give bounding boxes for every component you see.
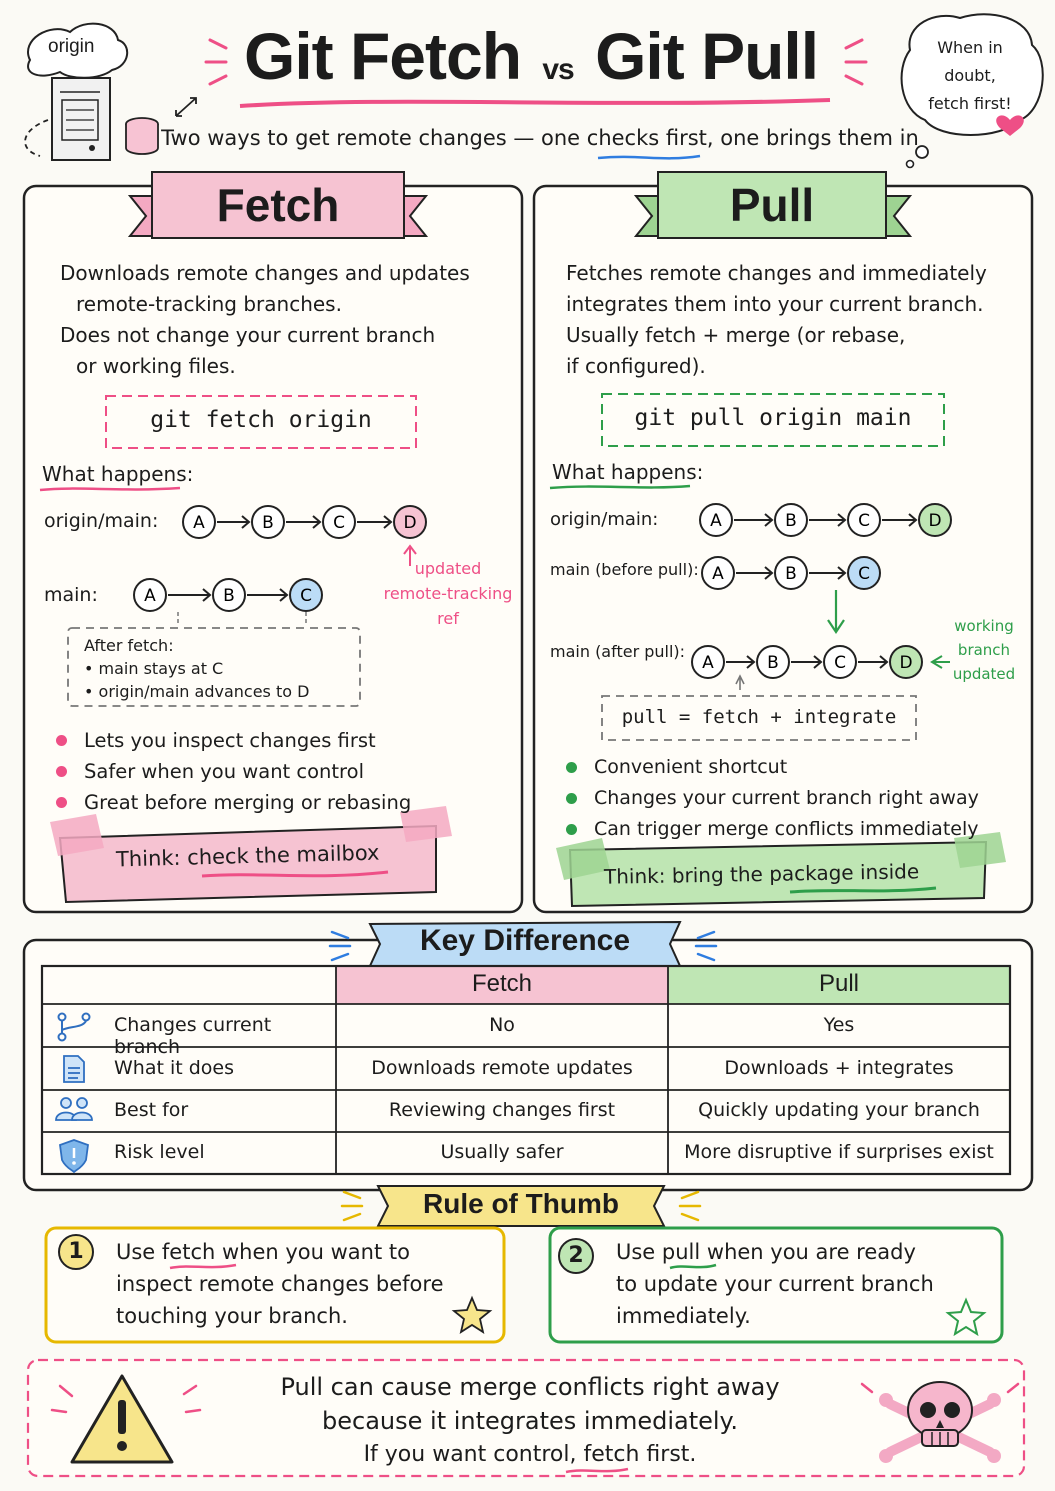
table-header-pull: Pull [818,970,860,997]
fetch-desc-line: or working files. [76,354,236,378]
pull-cell: Yes [823,1014,855,1036]
bubble-line: doubt, [944,66,996,85]
fetch-cell: Downloads remote updates [371,1057,633,1079]
commit-label: C [858,564,870,584]
title-vs: vs [542,53,574,86]
commit-label: D [403,513,417,533]
annotation-line: updated [414,559,482,578]
row-label: What it does [114,1057,235,1079]
fetch-what-happens: What happens: [42,462,194,486]
commit-label: B [262,513,274,533]
pull-bullets [564,752,979,845]
annotation-line: ref [437,609,459,628]
document-icon [64,1056,84,1082]
pull-what-happens: What happens: [552,460,704,484]
pull-annotation [948,614,1020,686]
annotation-line: updated [952,665,1016,683]
table-header-fetch: Fetch [471,970,533,997]
fetch-desc-line: Downloads remote changes and updates [60,261,470,285]
pull-after-label: main (after pull): [550,642,686,661]
rule1-number: 1 [68,1239,84,1264]
warning-line: because it integrates immediately. [322,1407,738,1435]
rule-line: Use fetch when you want to [116,1240,410,1264]
cloud-label: origin [48,36,95,57]
note-title: After fetch: [84,636,174,655]
commit-label: A [710,511,722,531]
commit-label: C [858,511,870,531]
rule-line: touching your branch. [116,1304,348,1328]
bullet-item: Lets you inspect changes first [54,725,411,756]
rule1-text [116,1236,444,1332]
annotation-line: working [954,617,1014,635]
fetch-desc-line: Does not change your current branch [60,323,436,347]
bubble-line: fetch first! [928,94,1012,113]
commit-label: A [712,564,724,584]
fetch-description [60,258,500,382]
commit-label: B [785,511,797,531]
row-label: Best for [114,1099,189,1121]
rule-line: immediately. [616,1304,751,1328]
rule-line: Use pull when you are ready [616,1240,916,1264]
pull-description [566,258,1016,382]
bullet-item: Great before merging or rebasing [54,787,411,818]
bullet-item: Convenient shortcut [564,752,979,783]
think-text: check the mailbox [186,840,380,870]
pull-desc-line: Fetches remote changes and immediately [566,261,987,285]
fetch-desc-line: remote-tracking branches. [76,292,342,316]
commit-label: B [785,564,797,584]
rule2-number: 2 [568,1243,584,1268]
pull-banner-title: Pull [729,179,815,231]
commit-label: C [300,586,312,606]
pull-cell: Downloads + integrates [724,1057,954,1079]
pull-desc-line: Usually fetch + merge (or rebase, [566,323,906,347]
fetch-cell: Usually safer [440,1141,564,1163]
bullet-item: Can trigger merge conflicts immediately [564,814,979,845]
fetch-cell: No [489,1014,515,1036]
title-pull: Git Pull [595,19,819,93]
title-fetch: Git Fetch [244,19,522,93]
commit-label: C [333,513,345,533]
commit-label: A [144,586,156,606]
warning-line: Pull can cause merge conflicts right away [280,1373,780,1401]
fetch-note [84,634,309,703]
fetch-cell: Reviewing changes first [388,1099,616,1121]
pull-origin-label: origin/main: [550,509,659,530]
bubble-line: When in [937,38,1003,57]
row-label: Changes current branch [114,1014,272,1058]
note-item: • main stays at C [84,659,224,678]
think-prefix: Think: [115,845,181,872]
fetch-main-label: main: [44,584,98,606]
think-text: bring the package inside [671,859,920,888]
fetch-annotation [378,556,518,631]
pull-desc-line: integrates them into your current branch. [566,292,984,316]
page-title [244,18,818,94]
page-subtitle: Two ways to get remote changes — one checks first, one brings them in [161,126,919,150]
commit-label: B [767,653,779,673]
pull-before-label: main (before pull): [550,560,699,579]
annotation-line: branch [957,641,1011,659]
commit-label: D [899,653,913,673]
commit-label: A [702,653,714,673]
rule-of-thumb-title: Rule of Thumb [423,1188,619,1219]
note-item: • origin/main advances to D [84,682,310,701]
pull-command: git pull origin main [634,405,912,431]
commit-label: A [193,513,205,533]
rule-line: to update your current branch [616,1272,934,1296]
key-difference-title: Key Difference [419,924,631,957]
rule2-text [616,1236,934,1332]
fetch-command: git fetch origin [150,407,372,433]
fetch-banner-title: Fetch [216,179,340,231]
annotation-line: remote-tracking [383,584,513,603]
fetch-bullets [54,725,411,818]
pull-desc-line: if configured). [566,354,706,378]
speech-bubble-text [920,34,1020,118]
pull-equation: pull = fetch + integrate [621,706,897,728]
commit-label: B [223,586,235,606]
warning-text [210,1370,850,1472]
bullet-item: Changes your current branch right away [564,783,979,814]
fetch-origin-label: origin/main: [44,510,159,532]
pull-cell: More disruptive if surprises exist [684,1141,994,1163]
think-prefix: Think: [603,863,666,889]
bullet-item: Safer when you want control [54,756,411,787]
warning-line: If you want control, fetch first. [363,1442,697,1467]
row-label: Risk level [114,1141,205,1163]
pull-cell: Quickly updating your branch [698,1099,980,1121]
rule-line: inspect remote changes before [116,1272,444,1296]
commit-label: D [928,511,942,531]
commit-label: C [834,653,846,673]
